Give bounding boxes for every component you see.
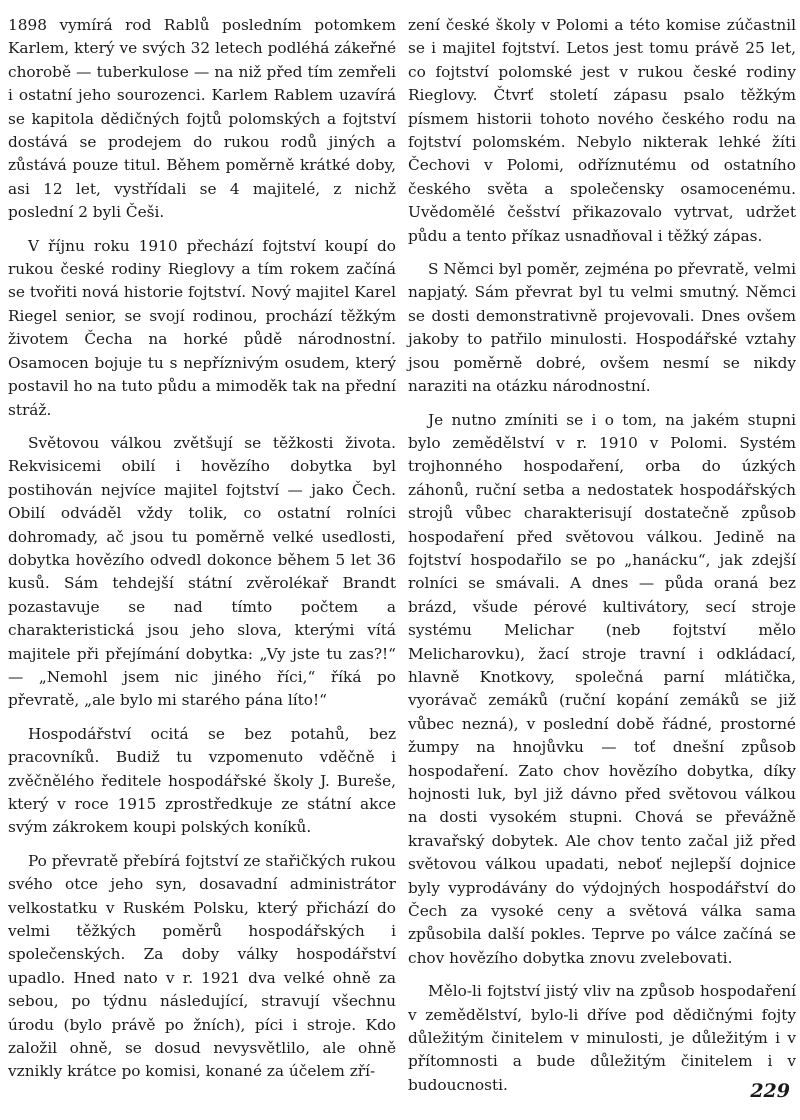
paragraph: S Němci byl poměr, zejména po převratě, velmi napjatý. Sám převrat byl tu velmi smutný. Němci se dosti demonstrativně projevovali. Dnes ovšem jakoby to patřilo minulosti. Hospodářské vztahy jsou poměrně dobré, ovšem nesmí se nikdy naraziti na otázku národnostní.	[408, 260, 796, 396]
page-number: 229	[750, 1080, 790, 1102]
paragraph: 1898 vymírá rod Rablů posledním potomkem Karlem, který ve svých 32 letech podléhá zákeřné chorobě — tuberkulose — na niž před tím zemřeli i ostatní jeho sourozenci. Karlem Rablem uzavírá se kapitola dědičných fojtů polomských a fojtství dostává se prodejem do rukou rodů jiných a zůstává pouze titul. Během poměrně krátké doby, asi 12 let, vystřídali se 4 majitelé, z nichž poslední 2 byli Češi.	[8, 16, 396, 222]
paragraph: Mělo-li fojtství jistý vliv na způsob hospodaření v zemědělství, bylo-li dříve pod dědičnými fojty důležitým činitelem v minulosti, je důležitým i v přítomnosti a bude důležitým činitelem i v budoucnosti.	[408, 982, 796, 1094]
right-column	[408, 14, 796, 1107]
paragraph: Po převratě přebírá fojtství ze stařičkých rukou svého otce jeho syn, dosavadní administrátor velkostatku v Ruském Polsku, který přichází do velmi těžkých poměrů hospodářských i společenských. Za doby války hospodářství upadlo. Hned nato v r. 1921 dva velké ohně za sebou, po týdnu následující, stravují všechnu úrodu (bylo právě po žních), píci i stroje. Kdo založil ohně, se dosud nevysvětlilo, ale ohně vznikly krátce po komisi, konané za účelem zří-	[8, 851, 396, 1081]
paragraph: Hospodářství ocitá se bez potahů, bez pracovníků. Budiž tu vzpomenuto vděčně i zvěčnělého ředitele hospodářské školy J. Bureše, který v roce 1915 zprostředkuje ze státní akce svým zákrokem koupi polských koníků.	[8, 724, 396, 837]
paragraph: Světovou válkou zvětšují se těžkosti života. Rekvisicemi obilí i hovězího dobytka byl postihován nejvíce majitel fojtství — jako Čech. Obilí odváděl vždy tolik, co ostatní rolníci dohromady, ač jsou tu poměrně velké usedlosti, dobytka hovězího odvedl dokonce během 5 let 36 kusů. Sám tehdejší státní zvěrolékař Brandt pozastavuje se nad tímto počtem a charakteristická jsou jeho slova, kterými vítá majitele při přejímání dobytka: „Vy jste tu zas?!“ — „Nemohl jsem nic jiného říci,“ říká po převratě, „ale bylo mi starého pána líto!“	[8, 433, 396, 710]
left-column	[8, 14, 396, 1094]
paragraph: zení české školy v Polomi a této komise zúčastnil se i majitel fojtství. Letos jest tomu právě 25 let, co fojtství polomské jest v rukou české rodiny Rieglovy. Čtvrť století zápasu psalo těžkým písmem historii tohoto nového českého rodu na fojtství polomském. Nebylo nikterak lehké žíti Čechovi v Polomi, odříznutému od ostatního českého světa a společensky osamocenému. Uvědomělé češství přikazovalo vytrvat, udržet půdu a tento příkaz usnadňoval i těžký zápas.	[408, 16, 796, 245]
paragraph: Je nutno zmíniti se i o tom, na jakém stupni bylo zemědělství v r. 1910 v Polomi. Systém trojhonného hospodaření, orba do úzkých záhonů, ruční setba a nedostatek hospodářských strojů vůbec charakterisují dostatečně způsob hospodaření před světovou válkou. Jedině na fojtství hospodařilo se po „hanácku“, jak zdejší rolníci se smávali. A dnes — půda oraná bez brázd, všude pérové kultivátory, secí stroje systému Melichar (neb fojtství mělo Melicharovku), žací stroje travní i odkládací, hlavně Knotkovy, společná parní mlátička, vyorávač zemáků (ruční kopání zemáků se již vůbec nezná), v poslední době řádné, prostorné žumpy na hnojůvku — toť dnešní způsob hospodaření. Zato chov hovězího dobytka, díky hojnosti luk, byl již dávno před světovou válkou na dosti vysokém stupni. Chová se převážně kravařský dobytek. Ale chov tento začal již před světovou válkou upadati, neboť nejlepší dojnice byly vyprodávány do výdojných hospodářství do Čech za vysoké ceny a světová válka sama způsobila další pokles. Teprve po válce začíná se chov hovězího dobytka znovu zvelebovati.	[408, 410, 796, 967]
paragraph: V říjnu roku 1910 přechází fojtství koupí do rukou české rodiny Rieglovy a tím rokem začíná se tvořiti nová historie fojtství. Nový majitel Karel Riegel senior, se svojí rodinou, prochází těžkým životem Čecha na horké půdě národnostní. Osamocen bojuje tu s nepříznivým osudem, který postavil ho na tuto půdu a mimoděk tak na přední stráž.	[8, 236, 396, 419]
